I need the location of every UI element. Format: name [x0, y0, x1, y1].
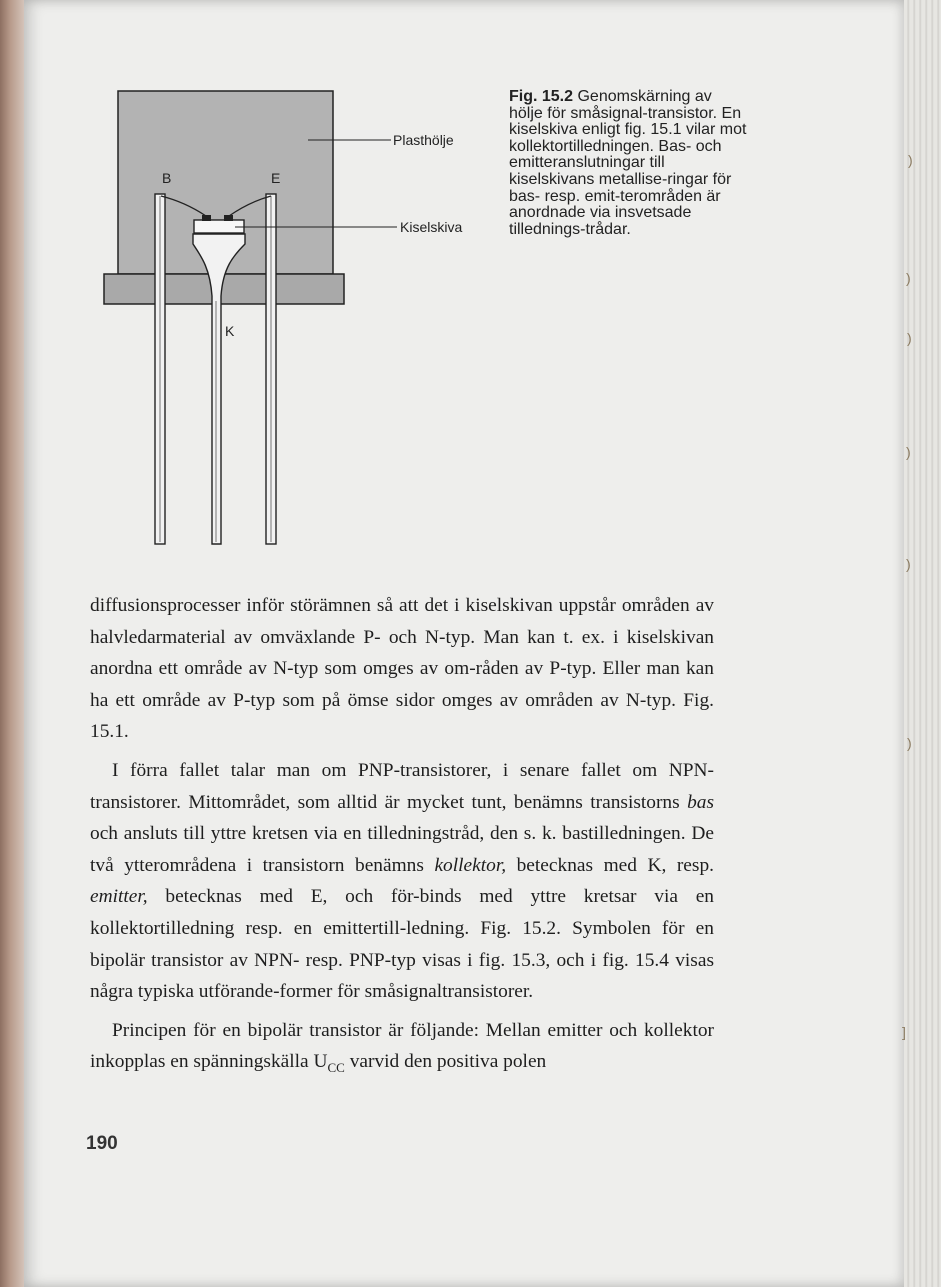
emitter-metallization — [224, 215, 233, 221]
edge-mark: ) — [907, 735, 912, 751]
edge-mark: ) — [906, 444, 911, 460]
edge-mark: ) — [906, 270, 911, 286]
p2-text-a: I förra fallet talar man om PNP-transistorer, i senare fallet om NPN-transistorer. Mittområdet, som alltid är mycket tunt, benämns transistorns — [90, 759, 714, 813]
p3-text-b: varvid den positiva polen — [344, 1051, 547, 1073]
base-metallization — [202, 215, 211, 221]
p2-text-c: betecknas med K, resp. — [506, 854, 714, 876]
caption-number: Fig. 15.2 — [509, 88, 574, 105]
paragraph-2 — [90, 755, 714, 1008]
page-number: 190 — [86, 1133, 118, 1154]
transistor-cross-section-diagram — [95, 86, 505, 548]
edge-mark: ) — [907, 330, 912, 346]
p2-text-d: betecknas med E, och för-binds med yttre kretsar via en kollektortilledning resp. en emittertill-ledning. Fig. 15.2. Symbolen för en bipolär transistor av NPN- resp. PNP-typ visas i fig. 15.3, och i fig. 15.4 visas några typiska utförande-former för småsignaltransistorer. — [90, 886, 714, 1003]
term-kollektor: kollektor, — [434, 854, 507, 876]
book-spine — [0, 0, 26, 1287]
label-e: E — [271, 170, 281, 186]
paragraph-1: diffusionsprocesser inför störämnen så att det i kiselskivan uppstår områden av halvledarmaterial av omväxlande P- och N-typ. Man kan t. ex. i kiselskivan anordna ett område av N-typ som omges av om-råden av P-typ. Eller man kan ha ett område av P-typ som på ömse sidor omges av områden av N-typ. Fig. 15.1. — [90, 595, 714, 743]
label-kiselskiva: Kiselskiva — [400, 219, 463, 235]
term-bas: bas — [687, 791, 714, 813]
p3-text-a: Principen för en bipolär transistor är följande: Mellan emitter och kollektor inkopplas en spänningskälla U — [90, 1019, 714, 1073]
paragraph-3 — [90, 1015, 714, 1084]
p2-text-b: och ansluts till yttre kretsen via en tilledningstråd, den s. k. bastilledningen. De två ytterområdena i transistorn benämns — [90, 823, 714, 876]
body-text — [90, 590, 714, 1084]
label-b: B — [162, 170, 172, 186]
label-k: K — [225, 323, 235, 339]
term-emitter: emitter, — [90, 886, 148, 908]
caption-text: Genomskärning av hölje för småsignal-transistor. En kiselskiva enligt fig. 15.1 vilar mot kollektortilledningen. Bas- och emitteranslutningar till kiselskivans metallise-ringar för bas- resp. emit-terområden är anordnade via insvetsade tillednings-trådar. — [509, 88, 747, 238]
edge-mark: ] — [902, 1024, 906, 1040]
ucc-subscript: CC — [327, 1060, 345, 1076]
edge-mark: ) — [908, 152, 913, 168]
page-edges — [904, 0, 941, 1287]
figure-caption — [509, 89, 749, 238]
edge-mark: ) — [906, 556, 911, 572]
label-plastholje: Plasthölje — [393, 132, 454, 148]
